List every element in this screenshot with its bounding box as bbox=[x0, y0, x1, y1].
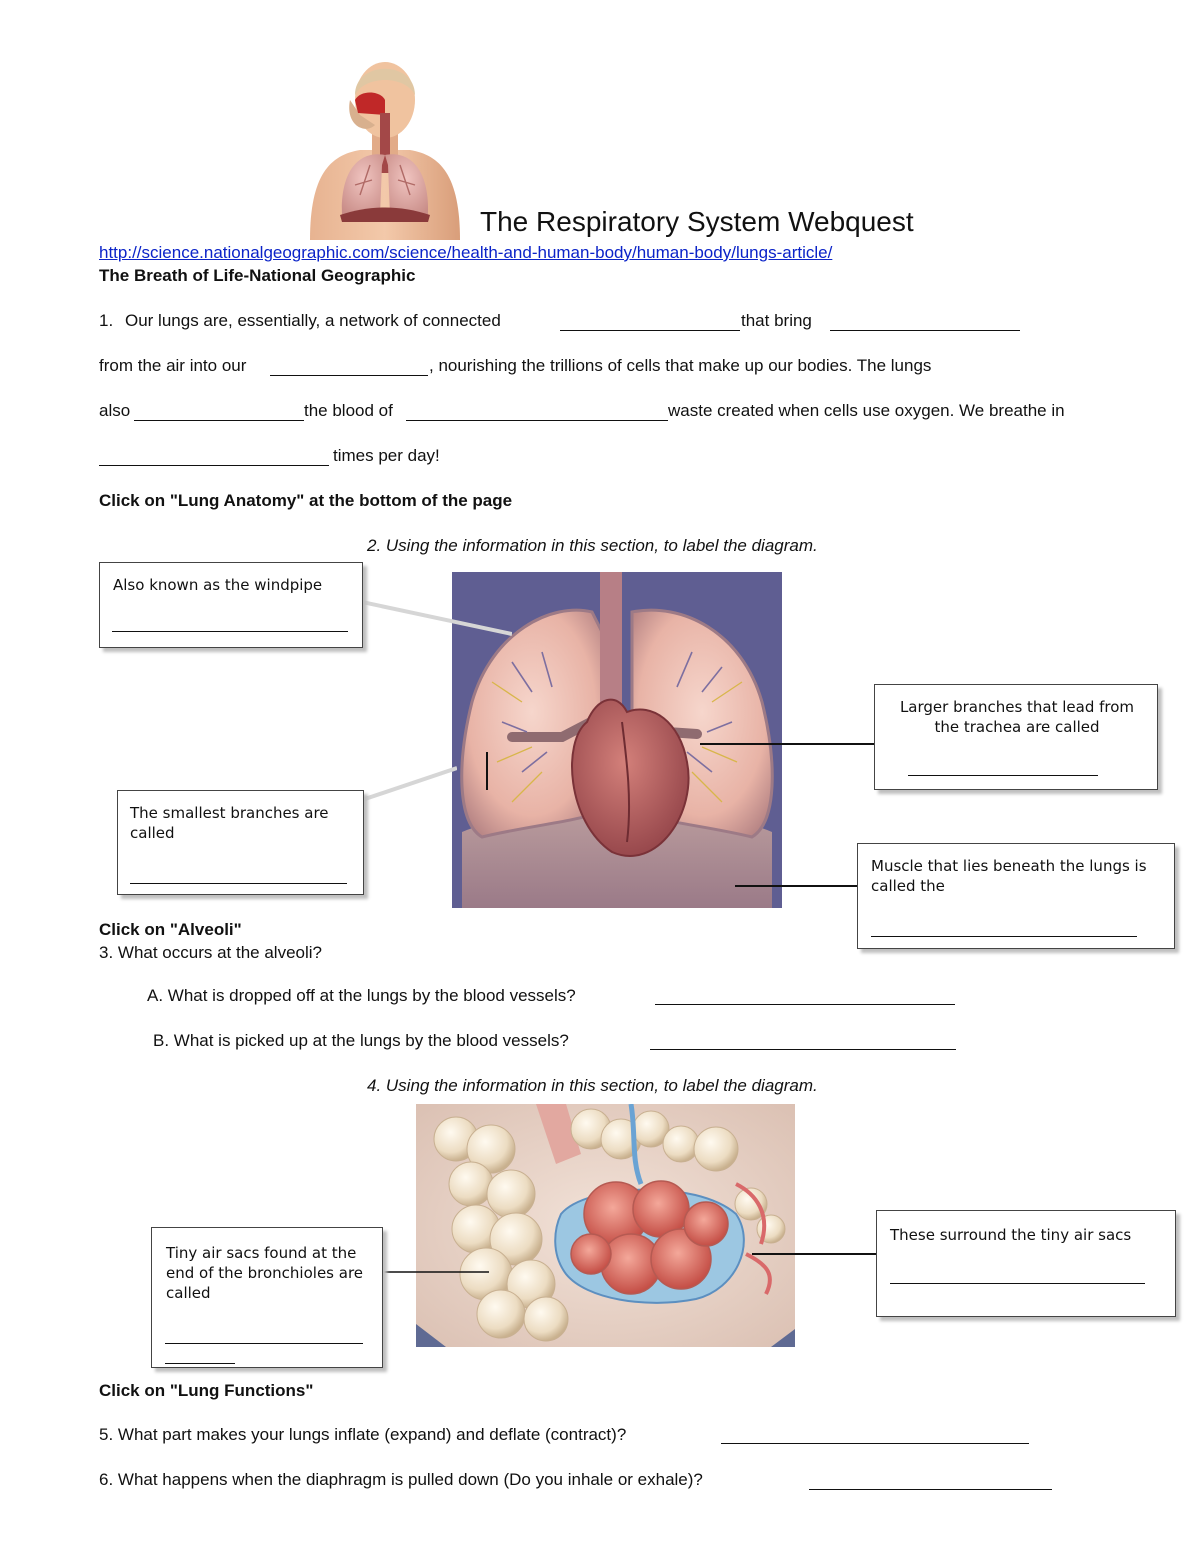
q1-text-7: waste created when cells use oxygen. We breathe in bbox=[668, 401, 1065, 420]
capillaries-label: These surround the tiny air sacs bbox=[890, 1226, 1132, 1244]
q1-number: 1. bbox=[99, 311, 114, 330]
q1-text-4: , nourishing the trillions of cells that make up our bodies. The lungs bbox=[429, 356, 932, 375]
air-sacs-label-box bbox=[151, 1227, 383, 1368]
air-sacs-answer-blank-1[interactable] bbox=[165, 1343, 363, 1344]
q2-prompt: 2. Using the information in this section, to label the diagram. bbox=[367, 536, 818, 555]
bronchioles-pointer bbox=[485, 752, 489, 790]
smallest-branches-connector bbox=[362, 764, 457, 804]
q1-blank-2[interactable] bbox=[830, 330, 1020, 331]
lung-functions-instruction: Click on "Lung Functions" bbox=[99, 1381, 314, 1400]
q1-blank-6[interactable] bbox=[99, 465, 329, 466]
air-sacs-label: Tiny air sacs found at the end of the bronchioles are called bbox=[166, 1244, 364, 1302]
q1-text-2: that bring bbox=[741, 311, 812, 330]
q5-prompt: 5. What part makes your lungs inflate (expand) and deflate (contract)? bbox=[99, 1425, 627, 1444]
alveoli-diagram bbox=[416, 1104, 795, 1347]
q3b-prompt: B. What is picked up at the lungs by the blood vessels? bbox=[153, 1031, 569, 1050]
windpipe-label-box bbox=[99, 562, 363, 648]
windpipe-answer-blank[interactable] bbox=[112, 631, 348, 632]
alveoli-instruction: Click on "Alveoli" bbox=[99, 920, 242, 939]
capillaries-connector bbox=[752, 1243, 877, 1247]
article-link[interactable]: http://science.nationalgeographic.com/science/health-and-human-body/human-body/lungs-article/ bbox=[99, 243, 833, 262]
respiratory-body-illustration bbox=[300, 55, 470, 240]
q6-answer-blank[interactable] bbox=[809, 1489, 1052, 1490]
q1-text-3: from the air into our bbox=[99, 356, 247, 375]
source-heading: The Breath of Life-National Geographic bbox=[99, 266, 416, 285]
q1-text-8: times per day! bbox=[333, 446, 440, 465]
q1-blank-4[interactable] bbox=[134, 420, 304, 421]
bronchi-label-box bbox=[874, 684, 1158, 790]
q1-text-5: also bbox=[99, 401, 131, 420]
q3b-answer-blank[interactable] bbox=[650, 1049, 956, 1050]
q1-text-6: the blood of bbox=[304, 401, 393, 420]
q1-blank-5[interactable] bbox=[406, 420, 668, 421]
windpipe-label: Also known as the windpipe bbox=[113, 576, 323, 594]
diaphragm-label: Muscle that lies beneath the lungs is called the bbox=[871, 857, 1147, 895]
diaphragm-label-box bbox=[857, 843, 1175, 949]
q1-text-1: Our lungs are, essentially, a network of connected bbox=[125, 311, 501, 330]
q4-prompt: 4. Using the information in this section, to label the diagram. bbox=[367, 1076, 818, 1095]
q1-blank-3[interactable] bbox=[270, 375, 428, 376]
capillaries-answer-blank[interactable] bbox=[890, 1283, 1145, 1284]
smallest-branches-label-box bbox=[117, 790, 364, 895]
capillaries-label-box bbox=[876, 1210, 1176, 1317]
bronchi-label: Larger branches that lead from the trachea are called bbox=[899, 698, 1135, 736]
q3a-answer-blank[interactable] bbox=[655, 1004, 955, 1005]
q5-answer-blank[interactable] bbox=[721, 1443, 1029, 1444]
diaphragm-connector bbox=[735, 875, 859, 879]
q3-prompt: 3. What occurs at the alveoli? bbox=[99, 943, 323, 962]
bronchi-answer-blank[interactable] bbox=[908, 775, 1098, 776]
smallest-branches-label: The smallest branches are called bbox=[130, 804, 329, 842]
air-sacs-answer-blank-2[interactable] bbox=[165, 1363, 235, 1364]
page-title: The Respiratory System Webquest bbox=[480, 206, 914, 237]
q6-prompt: 6. What happens when the diaphragm is pulled down (Do you inhale or exhale)? bbox=[99, 1470, 703, 1489]
diaphragm-answer-blank[interactable] bbox=[871, 936, 1137, 937]
q1-blank-1[interactable] bbox=[560, 330, 740, 331]
q3a-prompt: A. What is dropped off at the lungs by the blood vessels? bbox=[147, 986, 576, 1005]
smallest-branches-answer-blank[interactable] bbox=[130, 883, 347, 884]
windpipe-connector bbox=[362, 598, 512, 638]
lung-anatomy-instruction: Click on "Lung Anatomy" at the bottom of the page bbox=[99, 491, 513, 510]
bronchi-connector bbox=[700, 733, 876, 737]
